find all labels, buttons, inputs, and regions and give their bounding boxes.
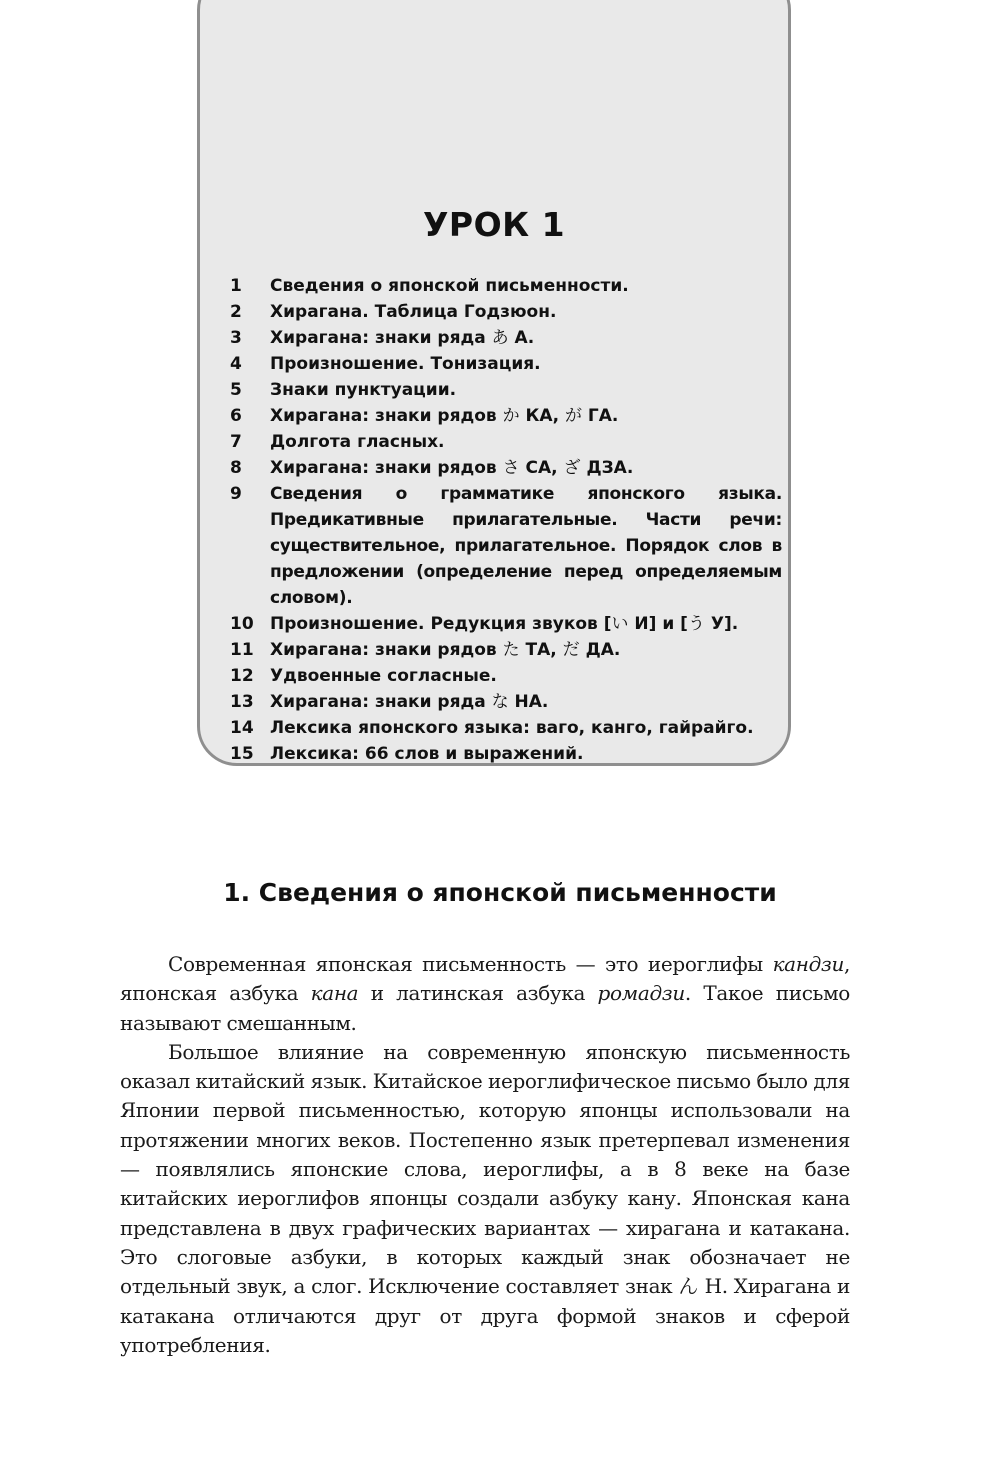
text-part: Хирагана: знаки ряда [270,692,492,712]
item-number: 7 [230,432,242,452]
text-part: Хирагана: знаки рядов [270,458,503,478]
text-part: Современная японская письменность — это иероглифы [168,952,773,976]
italic-term: кандзи [772,952,844,976]
item-number: 13 [230,692,254,712]
text-part: ДЗА. [580,458,634,478]
kana-glyph: た [502,640,520,660]
kana-glyph: ざ [563,458,581,478]
list-item [230,481,782,611]
section-body [120,950,850,1360]
text-part: А. [508,328,535,348]
item-text: Сведения о грамматике японского языка. Предикативные прилагательные. Части речи: существительное, прилагательное. Порядок слов в предложении (определение перед определяемым словом). [270,484,782,608]
item-text [270,403,782,429]
list-item [230,273,782,299]
paragraph [120,950,850,1038]
text-part: СА, [519,458,564,478]
item-text: Лексика: 66 слов и выражений. [270,744,584,764]
kana-glyph: あ [491,328,509,348]
text-part: Хирагана: знаки рядов [270,640,503,660]
italic-term: кана [310,981,359,1006]
item-number: 11 [230,640,254,660]
item-number: 3 [230,328,242,348]
list-item [230,325,782,351]
text-part: ТА, [519,640,563,660]
item-number: 8 [230,458,242,478]
item-text: Удвоенные согласные. [270,666,497,686]
text-part: НА. [508,692,549,712]
item-text: Сведения о японской письменности. [270,276,629,296]
item-number: 4 [230,354,242,374]
list-item [230,429,782,455]
list-item [230,351,782,377]
item-text [270,455,782,481]
section-heading: 1. Сведения о японской письменности [223,878,777,907]
list-item [230,741,782,767]
lesson-summary-box [197,0,791,766]
kana-glyph: さ [502,458,520,478]
text-part: У]. [704,614,739,634]
item-number: 12 [230,666,254,686]
item-number: 5 [230,380,242,400]
item-number: 1 [230,276,242,296]
kana-glyph: だ [562,640,580,660]
kana-glyph: か [502,406,520,426]
kana-glyph: い [611,614,629,634]
list-item [230,611,782,637]
list-item [230,299,782,325]
item-number: 2 [230,302,242,322]
text-part: и латинская азбука [358,981,598,1006]
item-text: Лексика японского языка: ваго, канго, гайрайго. [270,718,754,738]
text-part: ДА. [579,640,621,660]
list-item [230,637,782,663]
list-item [230,689,782,715]
item-text: Хирагана. Таблица Годзюон. [270,302,557,322]
item-number: 10 [230,614,254,634]
item-text [270,611,782,637]
text-part: , японская азбука [120,952,850,1006]
kana-glyph: ん [678,1274,699,1299]
paragraph [120,1038,850,1360]
item-text [270,637,782,663]
list-item [230,663,782,689]
kana-glyph: が [564,406,582,426]
text-part: КА, [519,406,565,426]
italic-term: ромадзи [597,981,685,1006]
text-part: Произношение. Редукция звуков [ [270,614,612,634]
text-part: Большое влияние на современную японскую письменность оказал китайский язык. Китайское иероглифическое письмо было для Японии первой письменностью, которую японцы использовали на протяжении многих веков. Постепенно язык претерпевал изменения — появлялись японские слова, иероглифы, а в 8 веке на базе китайских иероглифов японцы создали азбуку кану. Японская кана представлена в двух графических вариантах — хирагана и катакана. Это слоговые азбуки, в которых каждый знак обозначает не отдельный звук, а слог. Исключение составляет знак [120,1039,850,1299]
list-item [230,715,782,741]
item-number: 6 [230,406,242,426]
text-part: И] и [ [628,614,688,634]
text-part: . Такое письмо называют смешанным. [120,981,850,1035]
text-part: Хирагана: знаки рядов [270,406,503,426]
item-number: 9 [230,484,242,504]
list-item [230,455,782,481]
kana-glyph: う [687,614,705,634]
item-text [270,325,782,351]
list-item [230,377,782,403]
item-number: 15 [230,744,254,764]
text-part: Хирагана: знаки ряда [270,328,492,348]
list-item [230,403,782,429]
text-part: ГА. [581,406,619,426]
item-text: Произношение. Тонизация. [270,354,541,374]
item-text [270,689,782,715]
lesson-title: УРОК 1 [422,205,566,244]
item-text: Знаки пунктуации. [270,380,457,400]
item-number: 14 [230,718,254,738]
text-part: Н. Хирагана и катакана отличаются друг от друга формой знаков и сферой употребления. [120,1274,850,1357]
item-text: Долгота гласных. [270,432,445,452]
lesson-contents-list [230,273,782,767]
kana-glyph: な [491,692,509,712]
